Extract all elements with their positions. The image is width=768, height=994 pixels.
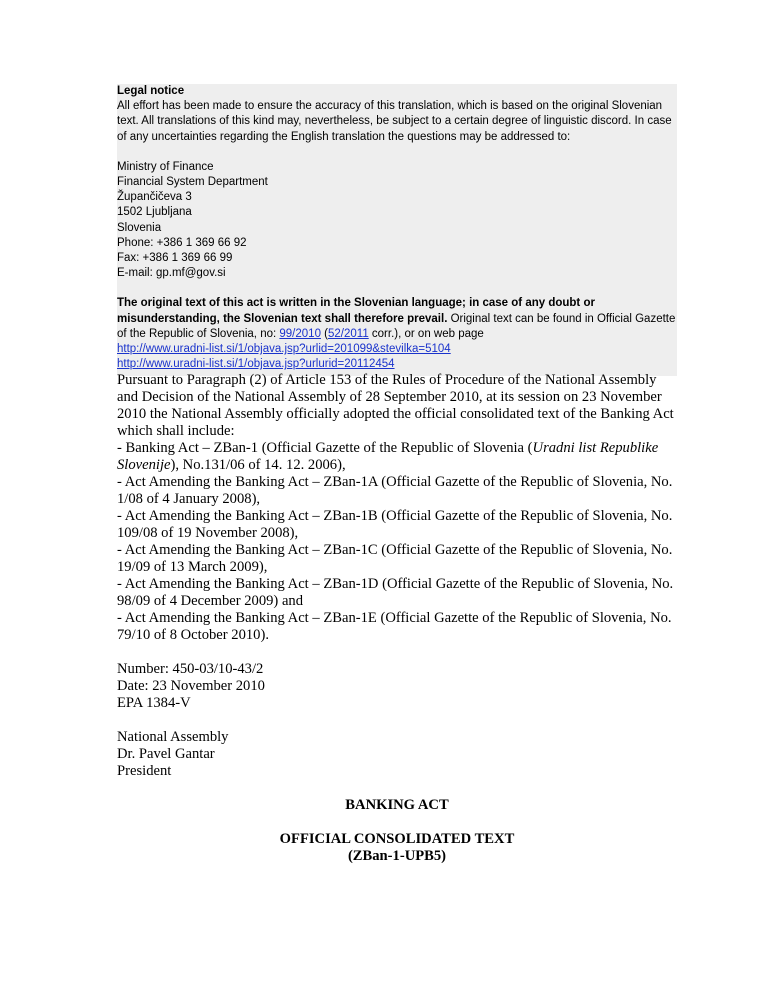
document-date: Date: 23 November 2010 [117, 678, 265, 694]
gazette-link-99-2010[interactable]: 99/2010 [279, 327, 321, 340]
act-list-item: - Banking Act – ZBan-1 (Official Gazette of the Republic of Slovenia (Uradni list Republike Slovenije), No.131/06 of 14. 12. 2006), [117, 440, 659, 473]
original-text-bold: The original text of this act is written in the Slovenian language; in case of any doubt or misunderstanding, the Slovenian text shall therefore prevail. [117, 297, 595, 325]
act-list-item: - Act Amending the Banking Act – ZBan-1C (Official Gazette of the Republic of Slovenia, No. 19/09 of 13 March 2009), [117, 542, 673, 575]
address-line: 1502 Ljubljana [117, 206, 192, 219]
url-link-2[interactable]: http://www.uradni-list.si/1/objava.jsp?urlurid=20112454 [117, 358, 395, 371]
original-text-note: The original text of this act is written in the Slovenian language; in case of any doubt or misunderstanding, the Slovenian text shall therefore prevail. Original text can be found in Official Gazette of the Republic of Slovenia, no: 99/2010 (52/2011 corr.), or on web page [117, 297, 676, 340]
url-link-1[interactable]: http://www.uradni-list.si/1/objava.jsp?urlid=201099&stevilka=5104 [117, 343, 451, 356]
act-title: BANKING ACT [345, 797, 449, 813]
document-number: Number: 450-03/10-43/2 [117, 661, 264, 677]
legal-notice-body: All effort has been made to ensure the accuracy of this translation, which is based on the original Slovenian text. All translations of this kind may, nevertheless, be subject to a certain degree of linguistic discord. In case of any uncertainties regarding the English translation the questions may be addressed to: [117, 100, 672, 143]
address-line: Ministry of Finance [117, 160, 214, 173]
gazette-link-52-2011[interactable]: 52/2011 [328, 327, 369, 340]
act-list-item: - Act Amending the Banking Act – ZBan-1A (Official Gazette of the Republic of Slovenia, No. 1/08 of 4 January 2008), [117, 474, 673, 507]
main-text [117, 372, 677, 865]
assembly-name: National Assembly [117, 729, 229, 745]
act-code: (ZBan-1-UPB5) [347, 848, 447, 864]
signer-name: Dr. Pavel Gantar [117, 746, 215, 762]
intro-paragraph: Pursuant to Paragraph (2) of Article 153 of the Rules of Procedure of the National Assembly and Decision of the National Assembly of 28 September 2010, at its session on 23 November 2010 the National Assembly officially adopted the official consolidated text of the Banking Act which shall include: [117, 372, 674, 439]
act-list-item: - Act Amending the Banking Act – ZBan-1D (Official Gazette of the Republic of Slovenia, No. 98/09 of 4 December 2009) and [117, 576, 674, 609]
address-line: E-mail: gp.mf@gov.si [117, 267, 226, 280]
address-line: Financial System Department [117, 176, 268, 189]
address-line: Phone: +386 1 369 66 92 [117, 236, 247, 249]
address-line: Fax: +386 1 369 66 99 [117, 252, 233, 265]
signer-title: President [117, 763, 172, 779]
act-list-item: - Act Amending the Banking Act – ZBan-1E (Official Gazette of the Republic of Slovenia, No. 79/10 of 8 October 2010). [117, 610, 672, 643]
consolidated-title: OFFICIAL CONSOLIDATED TEXT [279, 831, 515, 847]
legal-notice-box [117, 84, 677, 376]
address-line: Župančičeva 3 [117, 191, 192, 204]
act-list-item: - Act Amending the Banking Act – ZBan-1B (Official Gazette of the Republic of Slovenia, No. 109/08 of 19 November 2008), [117, 508, 673, 541]
epa-number: EPA 1384-V [117, 695, 191, 711]
legal-notice-heading: Legal notice [117, 85, 185, 97]
address-line: Slovenia [117, 221, 162, 234]
